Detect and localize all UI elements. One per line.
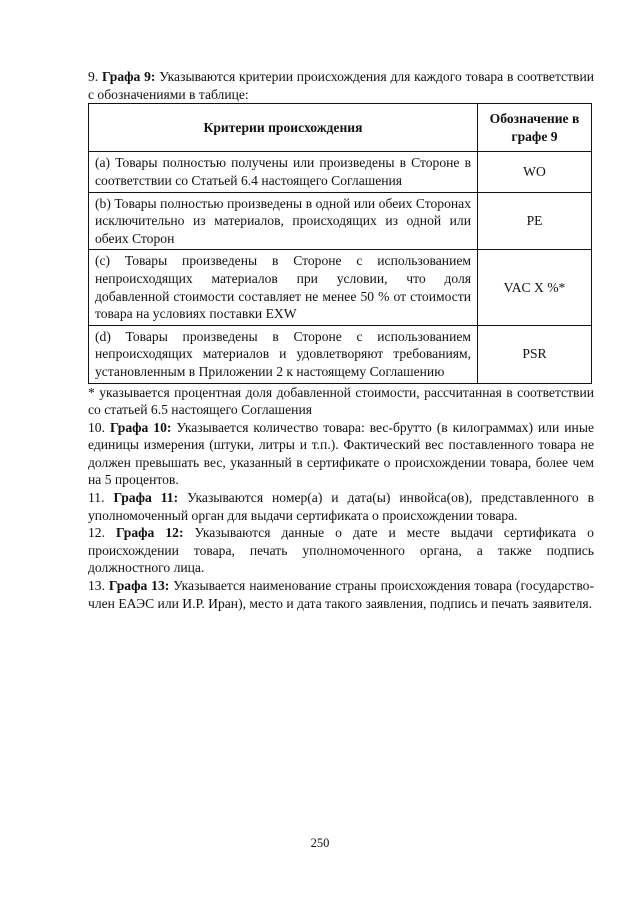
item-12 xyxy=(88,524,594,577)
table-row xyxy=(89,250,592,325)
code-cell: PE xyxy=(478,192,592,250)
item-13-text: Указывается наименование страны происхождения товара (государство-член ЕАЭС или И.Р. Иран), место и дата такого заявления, подпись и печать заявителя. xyxy=(88,578,594,611)
criteria-cell: (c) Товары произведены в Стороне с использованием непроисходящих материалов при условии, что доля добавленной стоимости составляет не менее 50 % от стоимости товара на условиях поставки EXW xyxy=(89,250,478,325)
item-9 xyxy=(88,68,594,103)
item-12-text: Указываются данные о дате и месте выдачи сертификата о происхождении товара, печать уполномоченного органа, а также подпись должностного лица. xyxy=(88,525,594,576)
table-footnote: * указывается процентная доля добавленной стоимости, рассчитанная в соответствии со статьей 6.5 настоящего Соглашения xyxy=(88,384,594,418)
item-12-number: 12. xyxy=(88,525,105,541)
table-row xyxy=(89,325,592,383)
item-10 xyxy=(88,419,594,489)
item-11 xyxy=(88,489,594,524)
table-row xyxy=(89,152,592,192)
item-10-label: Графа 10: xyxy=(109,419,172,435)
item-11-text: Указываются номер(а) и дата(ы) инвойса(ов), представленного в уполномоченный орган для выдачи сертификата о происхождении товара. xyxy=(88,490,594,523)
header-code: Обозначение в графе 9 xyxy=(478,104,592,152)
code-cell: WO xyxy=(478,152,592,192)
item-11-number: 11. xyxy=(88,490,105,506)
item-13 xyxy=(88,577,594,612)
criteria-cell: (a) Товары полностью получены или произведены в Стороне в соответствии со Статьей 6.4 настоящего Соглашения xyxy=(89,152,478,192)
item-11-label: Графа 11: xyxy=(113,490,179,506)
origin-criteria-table xyxy=(88,103,592,383)
page-number: 250 xyxy=(310,836,330,850)
table-row xyxy=(89,192,592,250)
item-10-text: Указывается количество товара: вес-брутто (в килограммах) или иные единицы измерения (штуки, литры и т.п.). Фактический вес поставленного товара не должен превышать вес, указанный в сертификате о происхождении товара, более чем на 5 процентов. xyxy=(88,419,594,488)
item-9-label: Графа 9: xyxy=(101,69,156,84)
item-13-number: 13. xyxy=(88,578,105,594)
header-criteria: Критерии происхождения xyxy=(89,104,478,152)
item-13-label: Графа 13: xyxy=(108,578,170,594)
item-12-label: Графа 12: xyxy=(116,525,184,541)
page-content xyxy=(88,68,594,612)
criteria-cell: (d) Товары произведены в Стороне с использованием непроисходящих материалов и удовлетворяют требованиям, установленным в Приложении 2 к настоящему Соглашению xyxy=(89,325,478,383)
item-9-text: Указываются критерии происхождения для каждого товара в соответствии с обозначениями в таблице: xyxy=(88,69,594,102)
criteria-cell: (b) Товары полностью произведены в одной или обеих Сторонах исключительно из материалов, происходящих из одной или обеих Сторон xyxy=(89,192,478,250)
code-cell: VAC X %* xyxy=(478,250,592,325)
code-cell: PSR xyxy=(478,325,592,383)
item-9-number: 9. xyxy=(88,69,99,84)
table-header-row xyxy=(89,104,592,152)
item-10-number: 10. xyxy=(88,419,105,435)
